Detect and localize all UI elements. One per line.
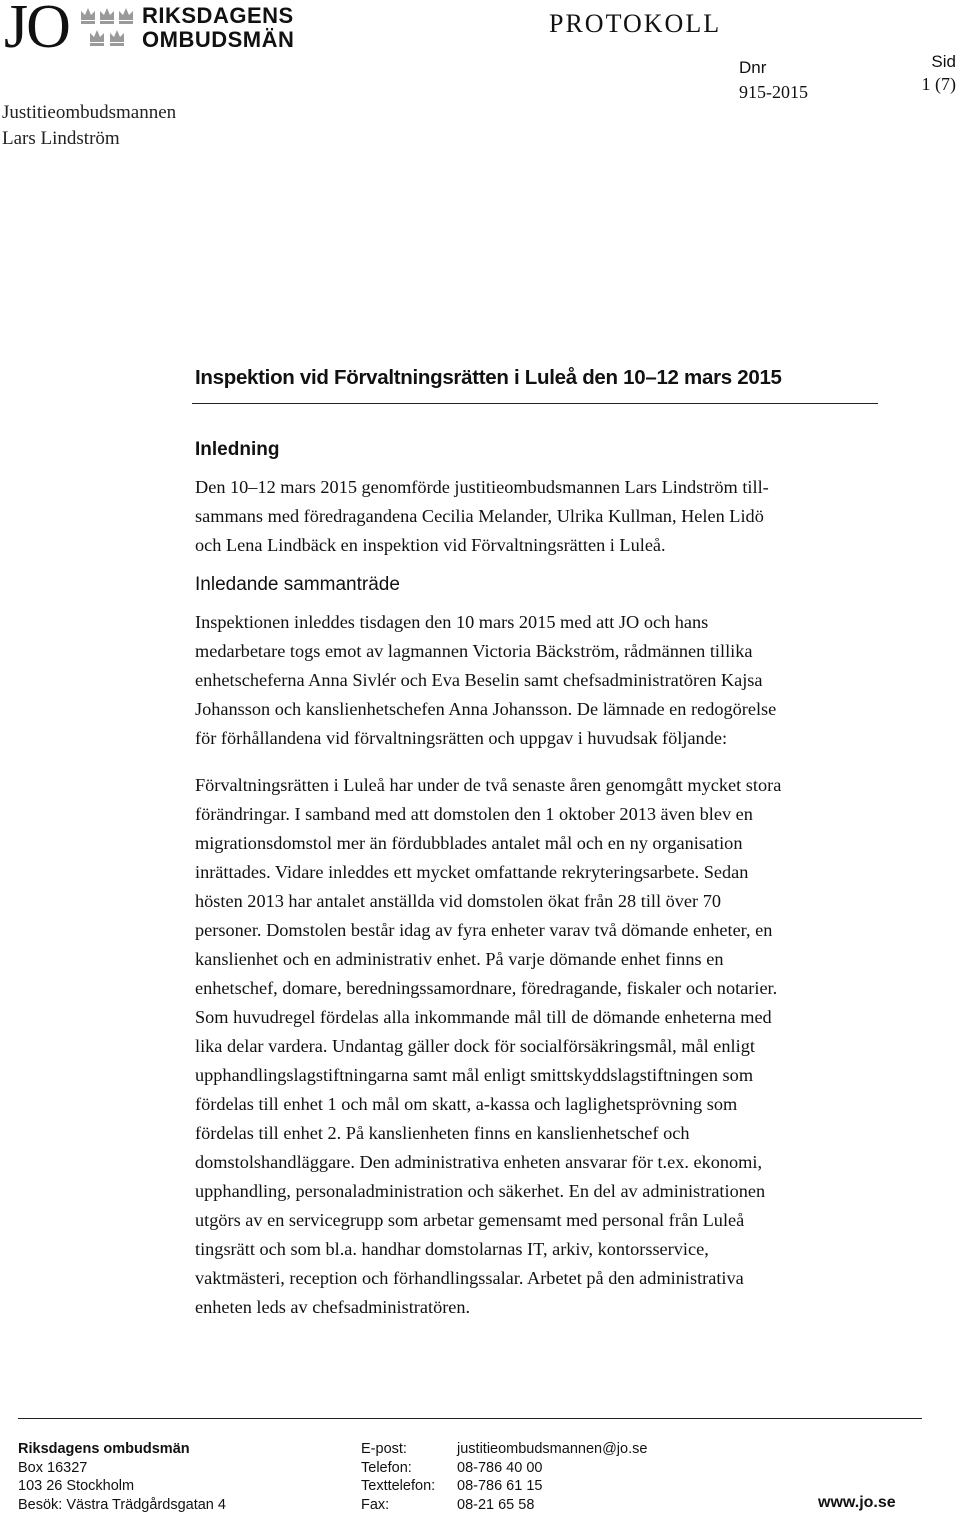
dnr-label: Dnr xyxy=(739,58,767,77)
footer-contact-values xyxy=(457,1440,647,1514)
logo-name-line2: OMBUDSMÄN xyxy=(142,27,295,52)
text-line: fördelas till enhet 1 och mål om skatt, a-kassa och laglighetsprövning som xyxy=(195,1094,738,1114)
text-line: enheten leds av chefsadministratören. xyxy=(195,1297,471,1317)
text-line: Inspektionen inleddes tisdagen den 10 mars 2015 med att JO och hans xyxy=(195,612,709,632)
text-line: migrationsdomstol mer än fördubblades antalet mål och en ny organisation xyxy=(195,833,743,853)
text-line: enhetschef, domare, beredningssamordnare, föredragande, fiskaler och notarier. xyxy=(195,978,778,998)
contact-textphone: 08-786 61 15 xyxy=(457,1478,543,1494)
paragraph-inledning xyxy=(195,473,885,560)
text-line: personer. Domstolen består idag av fyra enheter varav två dömande enheter, en xyxy=(195,920,773,940)
text-line: tingsrätt och som bl.a. handhar domstolarnas IT, arkiv, kontorsservice, xyxy=(195,1239,709,1259)
text-line: domstolshandläggare. Den administrativa enheten ansvarar för t.ex. ekonomi, xyxy=(195,1152,763,1172)
section-heading-inledande-sammantrade: Inledande sammanträde xyxy=(195,574,400,595)
crowns-icon xyxy=(78,2,136,50)
footer-contact-labels xyxy=(361,1440,435,1514)
text-line: upphandling, personaladministration och säkerhet. En del av administrationen xyxy=(195,1181,766,1201)
document-title: Inspektion vid Förvaltningsrätten i Luleå den 10–12 mars 2015 xyxy=(195,366,782,389)
document-type: PROTOKOLL xyxy=(549,9,722,38)
logo-org-name xyxy=(142,4,294,52)
text-line: förändringar. I samband med att domstolen den 1 oktober 2013 även blev en xyxy=(195,804,753,824)
paragraph-redogorelse xyxy=(195,771,885,1322)
text-line: medarbetare togs emot av lagmannen Victoria Bäckström, rådmännen tillika xyxy=(195,641,753,661)
document-body xyxy=(195,364,885,1317)
text-line: Den 10–12 mars 2015 genomförde justitieombudsmannen Lars Lindström till- xyxy=(195,477,769,497)
logo-letters: JO xyxy=(4,0,69,61)
contact-label-email: E-post: xyxy=(361,1441,407,1457)
text-line: upphandlingslagstiftningarna samt mål enligt smittskyddslagstiftningen som xyxy=(195,1065,754,1085)
author-name: Lars Lindström xyxy=(2,128,120,149)
text-line: sammans med föredragandena Cecilia Melander, Ulrika Kullman, Helen Lidö xyxy=(195,506,764,526)
text-line: fördelas till enhet 2. På kanslienheten finns en kanslienhetschef och xyxy=(195,1123,690,1143)
text-line: och Lena Lindbäck en inspektion vid Förvaltningsrätten i Luleå. xyxy=(195,535,666,555)
text-line: vaktmästeri, reception och förhandlingssalar. Arbetet på den administrativa xyxy=(195,1268,744,1288)
text-line: för förhållandena vid förvaltningsrätten och uppgav i huvudsak följande: xyxy=(195,728,728,748)
contact-phone: 08-786 40 00 xyxy=(457,1459,543,1476)
text-line: Förvaltningsrätten i Luleå har under de två senaste åren genomgått mycket stora xyxy=(195,775,782,795)
footer-address-line: 103 26 Stockholm xyxy=(18,1478,135,1494)
section-heading-inledning: Inledning xyxy=(195,439,280,460)
page-number: 1 (7) xyxy=(921,74,956,94)
contact-fax: 08-21 65 58 xyxy=(457,1496,535,1513)
text-line: utgörs av en servicegrupp som arbetar gemensamt med personal från Luleå xyxy=(195,1210,745,1230)
footer-organization xyxy=(18,1440,226,1514)
text-line: hösten 2013 har antalet anställda vid domstolen ökat från 28 till över 70 xyxy=(195,891,721,911)
website-link[interactable]: www.jo.se xyxy=(818,1494,896,1511)
contact-label-phone: Telefon: xyxy=(361,1459,412,1476)
contact-label-textphone: Texttelefon: xyxy=(361,1478,436,1494)
text-line: Som huvudregel fördelas alla inkommande mål till de dömande enheterna med xyxy=(195,1007,772,1027)
text-line: enhetscheferna Anna Sivlér och Eva Beselin samt chefsadministratören Kajsa xyxy=(195,670,763,690)
footer-org-name: Riksdagens ombudsmän xyxy=(18,1441,190,1457)
text-line: inrättades. Vidare inleddes ett mycket omfattande rekryteringsarbete. Sedan xyxy=(195,862,749,882)
text-line: kanslienhet och en administrativ enhet. På varje dömande enhet finns en xyxy=(195,949,724,969)
paragraph-inledande-sammantrade xyxy=(195,608,885,753)
footer-visit-address: Besök: Västra Trädgårdsgatan 4 xyxy=(18,1496,226,1513)
footer-divider xyxy=(18,1418,922,1419)
logo-name-line1: RIKSDAGENS xyxy=(142,3,294,28)
text-line: Johansson och kanslienhetschefen Anna Johansson. De lämnade en redogörelse xyxy=(195,699,777,719)
author-title: Justitieombudsmannen xyxy=(2,102,177,123)
contact-email-link[interactable]: justitieombudsmannen@jo.se xyxy=(457,1441,648,1457)
page-label: Sid xyxy=(931,52,956,71)
contact-label-fax: Fax: xyxy=(361,1496,390,1513)
jo-logo xyxy=(2,0,312,62)
author-block xyxy=(2,100,176,152)
footer-address-line: Box 16327 xyxy=(18,1459,88,1476)
text-line: lika delar vardera. Undantag gäller dock för socialförsäkringsmål, mål enligt xyxy=(195,1036,755,1056)
dnr-value: 915-2015 xyxy=(739,82,808,102)
title-divider xyxy=(192,403,878,404)
